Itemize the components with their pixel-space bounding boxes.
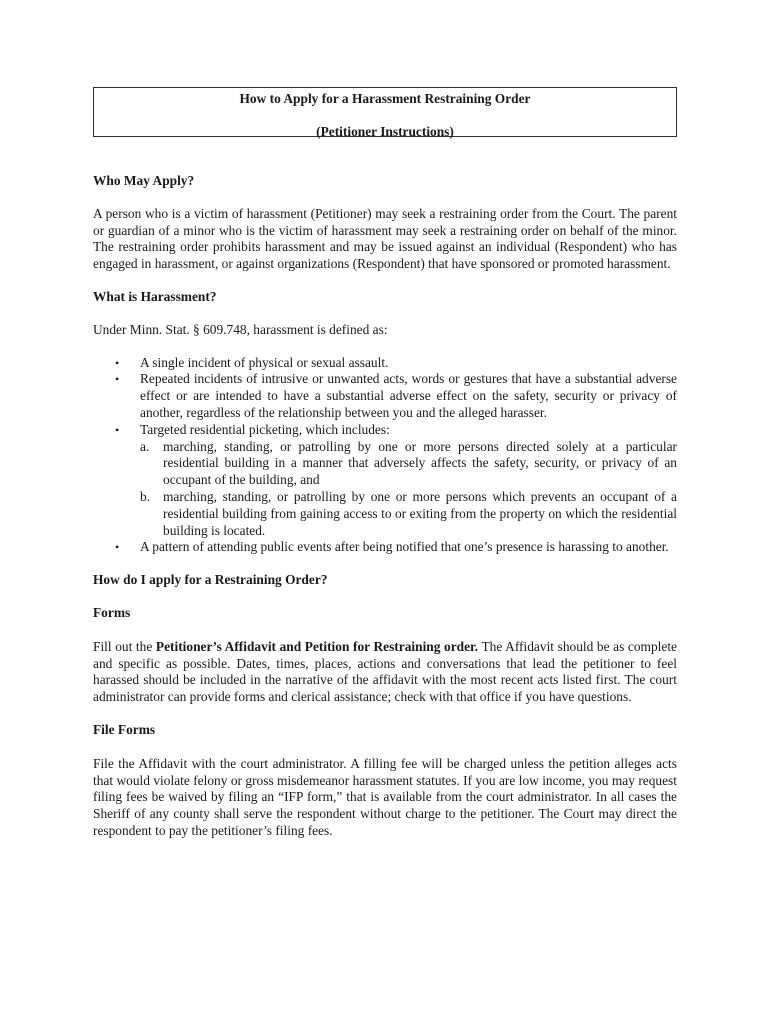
list-item: • A pattern of attending public events after being notified that one’s presence is harassing to another. <box>115 539 669 555</box>
forms-paragraph: Fill out the Petitioner’s Affidavit and Petition for Restraining order. The Affidavit should be as complete and specific as possible. Dates, times, places, actions and conversations that lead the petitioner to feel harassed should be included in the narrative of the affidavit with the most recent acts listed first. The court administrator can provide forms and clerical assistance; check with that office if you have questions. <box>93 638 677 705</box>
forms-heading: Forms <box>93 604 131 620</box>
bullet-icon: • <box>115 372 120 387</box>
bullet-icon: • <box>115 422 120 437</box>
document-title: How to Apply for a Harassment Restraining Order <box>239 91 531 106</box>
bullet-icon: • <box>115 540 120 555</box>
sub-list-item: a. marching, standing, or patrolling by one or more persons directed solely at a particular residential building in a manner that adversely affects the safety, security, or privacy of an occupant of the building, and <box>140 438 677 488</box>
sub-list-marker: b. <box>140 488 151 504</box>
document-subtitle: (Petitioner Instructions) <box>316 123 454 139</box>
sub-list-marker: a. <box>140 438 150 454</box>
file-forms-paragraph: File the Affidavit with the court administrator. A filling fee will be charged unless the petition alleges acts that would violate felony or gross misdemeanor harassment statutes. If you are low income, you may request filing fees be waived by filing an “IFP form,” that is available from the court administrator. In all cases the Sheriff of any county shall serve the respondent without charge to the petitioner. The Court may direct the respondent to pay the petitioner’s filing fees. <box>93 755 677 838</box>
who-may-apply-heading: Who May Apply? <box>93 173 195 188</box>
list-item: • A single incident of physical or sexual assault. <box>115 354 389 370</box>
title-box <box>93 87 677 137</box>
picketing-sub-list <box>140 439 677 540</box>
list-item: • Targeted residential picketing, which includes: a. marching, standing, or patrolling by one or more persons directed solely at a particular residential building in a manner that adversely affects the safety, security, or privacy of an occupant of the building, and b. marching, standing, or patrolling by one or more persons which prevents an occupant of a residential building from gaining access to or exiting from the property on which the residential building is located. <box>115 421 677 538</box>
how-to-apply-heading: How do I apply for a Restraining Order? <box>93 572 328 588</box>
bullet-icon: • <box>115 355 120 370</box>
harassment-definition-list <box>93 355 677 557</box>
affidavit-form-name: Petitioner’s Affidavit and Petition for Restraining order. <box>155 638 479 654</box>
document-page <box>93 87 677 840</box>
harassment-intro: Under Minn. Stat. § 609.748, harassment is defined as: <box>93 321 388 337</box>
who-may-apply-paragraph: A person who is a victim of harassment (Petitioner) may seek a restraining order from the Court. The parent or guardian of a minor who is the victim of harassment may seek a restraining order on behalf of the minor. The restraining order prohibits harassment and may be issued against an individual (Respondent) who has engaged in harassment, or against organizations (Respondent) that have sponsored or promoted harassment. <box>93 205 677 272</box>
list-item: • Repeated incidents of intrusive or unwanted acts, words or gestures that have a substantial adverse effect or are intended to have a substantial adverse effect on the safety, security or privacy of another, regardless of the relationship between you and the alleged harasser. <box>115 371 677 420</box>
what-is-harassment-heading: What is Harassment? <box>93 288 217 304</box>
sub-list-item: b. marching, standing, or patrolling by one or more persons which prevents an occupant of a residential building from gaining access to or exiting from the property on which the residential building is located. <box>140 488 677 538</box>
file-forms-heading: File Forms <box>93 721 156 737</box>
